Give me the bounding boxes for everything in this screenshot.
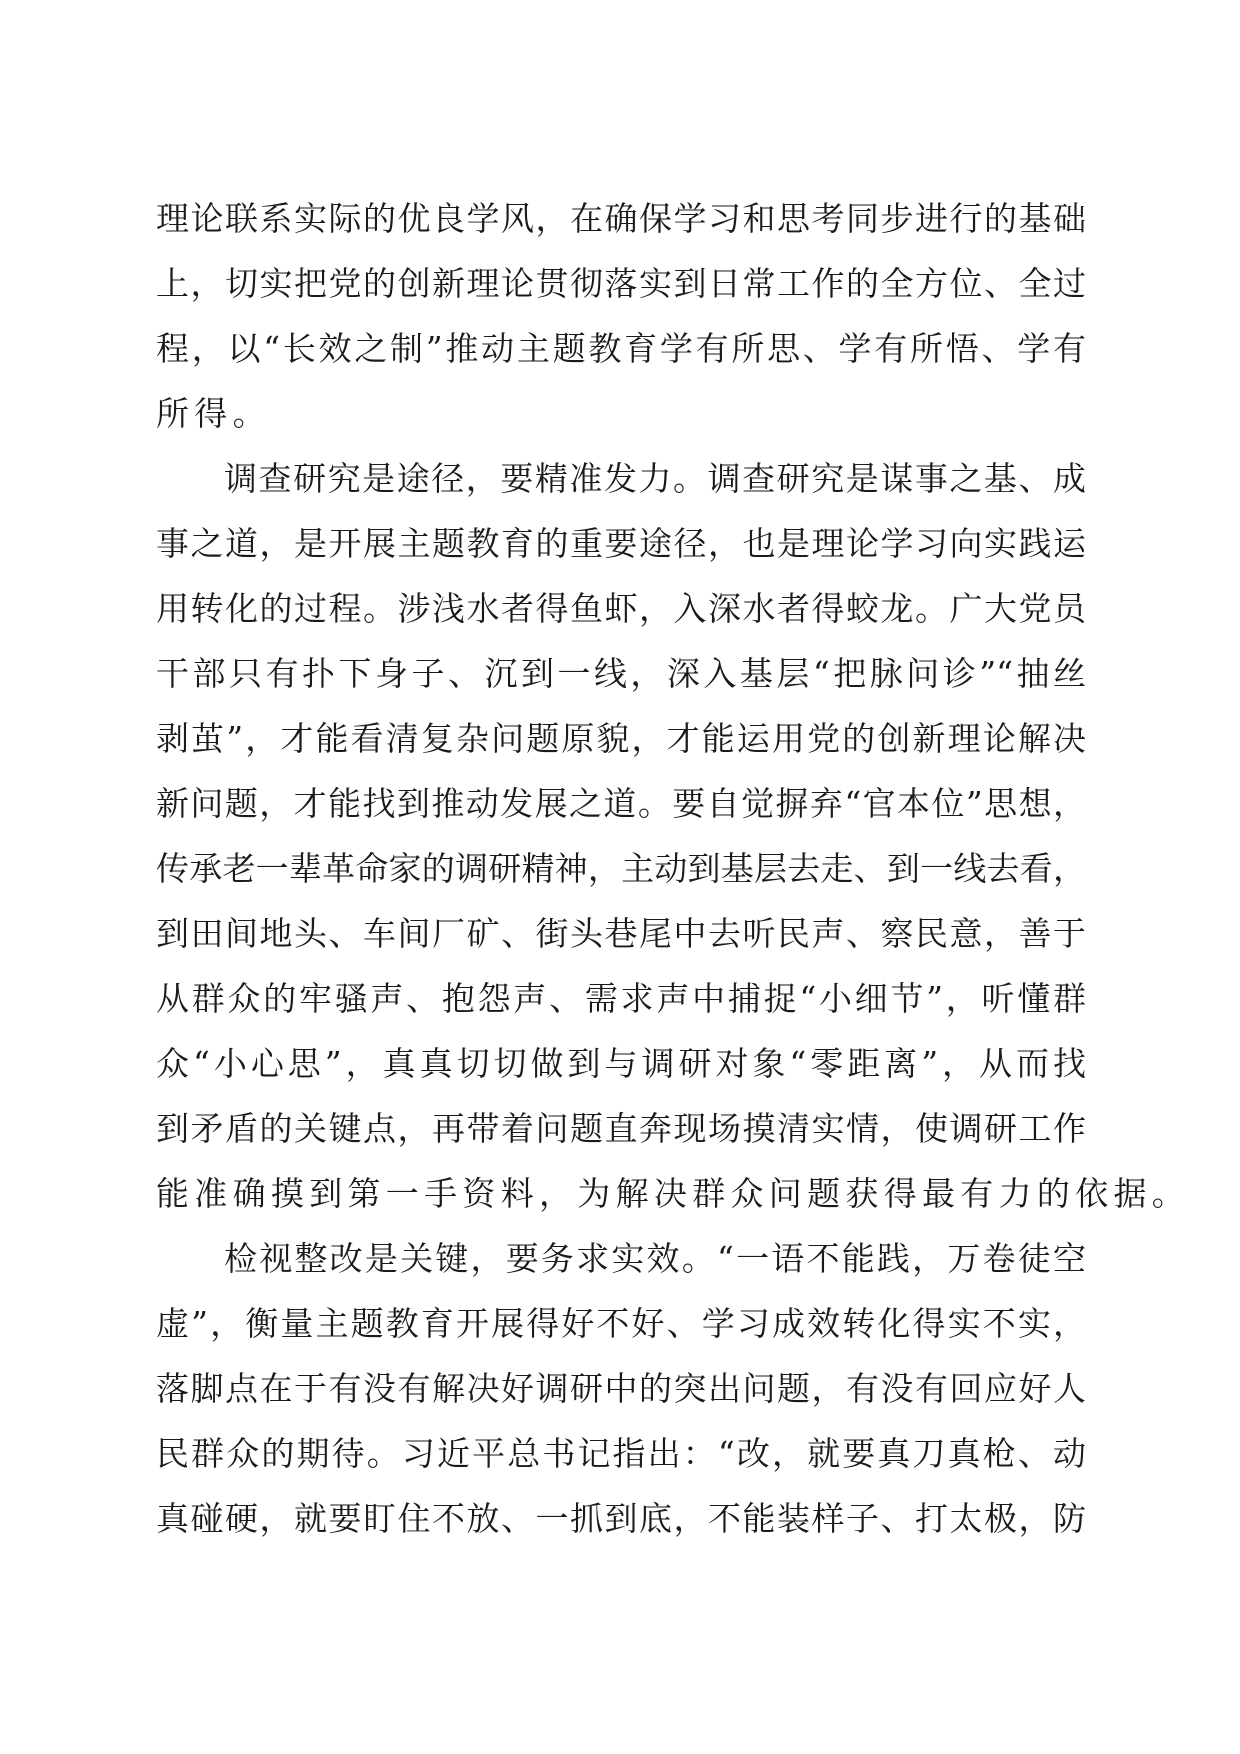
paragraph-2-line-2: 事之道，是开展主题教育的重要途径，也是理论学习向实践运 [156, 524, 1086, 563]
paragraph-3-line-4: 民群众的期待。习近平总书记指出：“改，就要真刀真枪、动 [156, 1434, 1086, 1473]
paragraph-3-line-2: 虚”，衡量主题教育开展得好不好、学习成效转化得实不实， [156, 1304, 1086, 1343]
paragraph-2-line-6: 新问题，才能找到推动发展之道。要自觉摒弃“官本位”思想， [156, 784, 1086, 823]
paragraph-3-line-1: 检视整改是关键，要务求实效。“一语不能践，万卷徒空 [224, 1239, 1086, 1278]
paragraph-3-line-3: 落脚点在于有没有解决好调研中的突出问题，有没有回应好人 [156, 1369, 1086, 1408]
paragraph-2-line-10: 众“小心思”，真真切切做到与调研对象“零距离”，从而找 [156, 1044, 1086, 1083]
paragraph-2-line-7: 传承老一辈革命家的调研精神，主动到基层去走、到一线去看， [156, 849, 1086, 888]
paragraph-1-line-1: 理论联系实际的优良学风，在确保学习和思考同步进行的基础 [156, 199, 1086, 238]
paragraph-1-line-3: 程，以“长效之制”推动主题教育学有所思、学有所悟、学有 [156, 329, 1086, 368]
paragraph-2-line-4: 干部只有扑下身子、沉到一线，深入基层“把脉问诊”“抽丝 [156, 654, 1086, 693]
paragraph-2-line-8: 到田间地头、车间厂矿、街头巷尾中去听民声、察民意，善于 [156, 914, 1086, 953]
body-text [156, 186, 1191, 1551]
paragraph-2-line-9: 从群众的牢骚声、抱怨声、需求声中捕捉“小细节”，听懂群 [156, 979, 1086, 1018]
paragraph-2-line-3: 用转化的过程。涉浅水者得鱼虾，入深水者得蛟龙。广大党员 [156, 589, 1086, 628]
paragraph-3-line-5: 真碰硬，就要盯住不放、一抓到底，不能装样子、打太极，防 [156, 1499, 1086, 1538]
paragraph-2-line-11: 到矛盾的关键点，再带着问题直奔现场摸清实情，使调研工作 [156, 1109, 1086, 1148]
paragraph-2-line-12: 能准确摸到第一手资料，为解决群众问题获得最有力的依据。 [156, 1174, 1191, 1213]
paragraph-2-line-1: 调查研究是途径，要精准发力。调查研究是谋事之基、成 [224, 459, 1086, 498]
paragraph-1-line-4: 所得。 [156, 394, 271, 433]
paragraph-1-line-2: 上，切实把党的创新理论贯彻落实到日常工作的全方位、全过 [156, 264, 1086, 303]
paragraph-2-line-5: 剥茧”，才能看清复杂问题原貌，才能运用党的创新理论解决 [156, 719, 1086, 758]
